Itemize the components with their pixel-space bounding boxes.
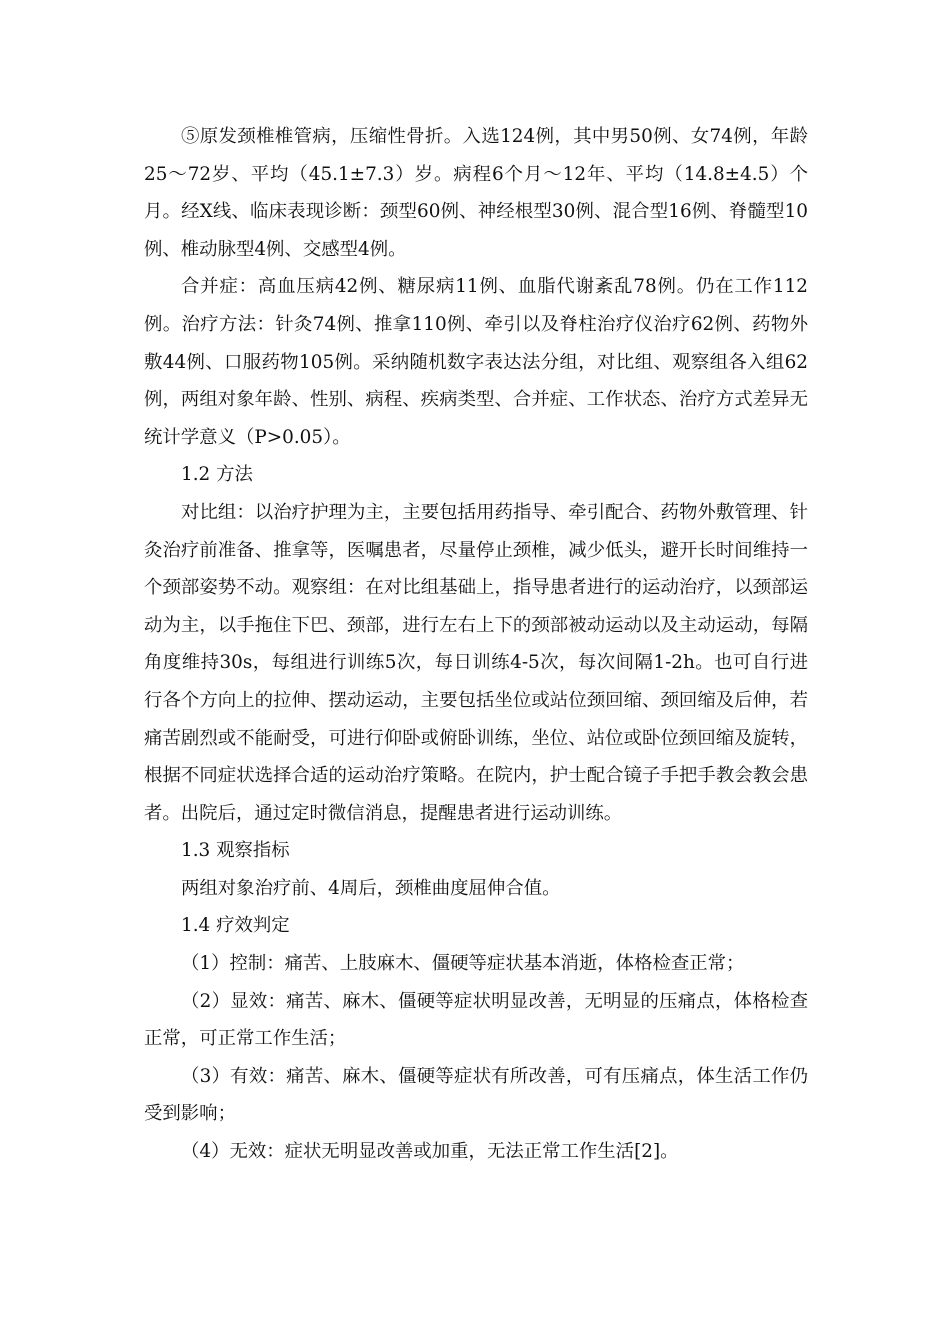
paragraph-comorbidities: 合并症：高血压病42例、糖尿病11例、血脂代谢紊乱78例。仍在工作112例。治疗方法：针灸74例、推拿110例、牵引以及脊柱治疗仪治疗62例、药物外敷44例、口服药物105例。采纳随机数字表达法分组，对比组、观察组各入组62例，两组对象年龄、性别、病程、疾病类型、合并症、工作状态、治疗方式差异无统计学意义（P>0.05）。 xyxy=(144,276,808,448)
section-heading-efficacy: 1.4 疗效判定 xyxy=(181,915,290,937)
efficacy-item-marked: （2）显效：痛苦、麻木、僵硬等症状明显改善，无明显的压痛点，体格检查正常，可正常工作生活； xyxy=(144,990,808,1050)
efficacy-item-control: （1）控制：痛苦、上肢麻木、僵硬等症状基本消逝，体格检查正常； xyxy=(181,953,745,975)
paragraph-patient-selection: ⑤原发颈椎椎管病，压缩性骨折。入选124例，其中男50例、女74例，年龄25～72岁、平均（45.1±7.3）岁。病程6个月～12年、平均（14.8±4.5）个月。经X线、临床表现诊断：颈型60例、神经根型30例、混合型16例、脊髓型10例、椎动脉型4例、交感型4例。 xyxy=(144,126,808,260)
efficacy-item-ineffective: （4）无效：症状无明显改善或加重，无法正常工作生活[2]。 xyxy=(181,1141,679,1163)
section-heading-indicators: 1.3 观察指标 xyxy=(181,840,290,862)
section-heading-methods: 1.2 方法 xyxy=(181,464,253,486)
paragraph-methods: 对比组：以治疗护理为主，主要包括用药指导、牵引配合、药物外敷管理、针灸治疗前准备、推拿等，医嘱患者，尽量停止颈椎，减少低头，避开长时间维持一个颈部姿势不动。观察组：在对比组基础上，指导患者进行的运动治疗，以颈部运动为主，以手拖住下巴、颈部，进行左右上下的颈部被动运动以及主动运动，每隔角度维持30s，每组进行训练5次，每日训练4-5次，每次间隔1-2h。也可自行进行各个方向上的拉伸、摆动运动，主要包括坐位或站位颈回缩、颈回缩及后伸，若痛苦剧烈或不能耐受，可进行仰卧或俯卧训练，坐位、站位或卧位颈回缩及旋转，根据不同症状选择合适的运动治疗策略。在院内，护士配合镜子手把手教会教会患者。出院后，通过定时微信消息，提醒患者进行运动训练。 xyxy=(144,501,808,824)
efficacy-item-effective: （3）有效：痛苦、麻木、僵硬等症状有所改善，可有压痛点，体生活工作仍受到影响； xyxy=(144,1065,808,1125)
paragraph-indicators: 两组对象治疗前、4周后，颈椎曲度屈伸合值。 xyxy=(181,877,561,899)
document-body xyxy=(144,118,808,1171)
